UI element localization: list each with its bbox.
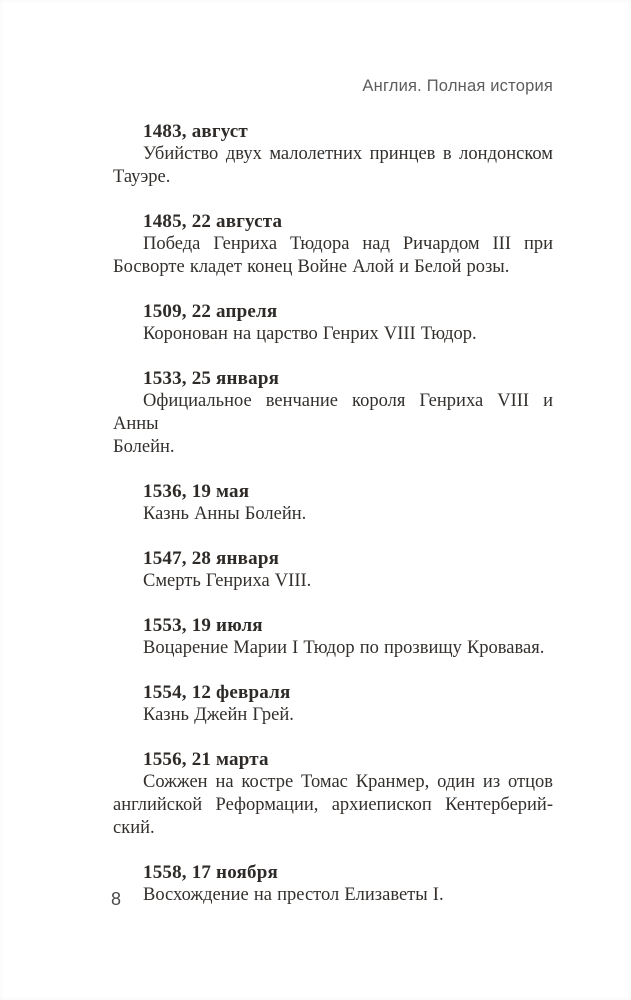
entry-text-line: Тауэре. [113,167,171,187]
chronology-entry [113,547,553,593]
entry-text [113,233,553,279]
entry-date: 1556, 21 марта [143,749,269,770]
entry-date: 1554, 12 февраля [143,682,291,703]
entry-text-line: Сожжен на костре Томас Кранмер, один из отцов [143,772,553,792]
entry-text [113,570,553,593]
entry-text-line: ский. [113,818,155,838]
entry-text-line: Казнь Анны Болейн. [143,504,307,524]
chronology-entry [113,480,553,526]
chronology-entry [113,210,553,279]
entry-text [113,704,553,727]
entry-date: 1485, 22 августа [143,211,283,232]
entry-text-line: Болейн. [113,437,175,457]
entry-text [113,637,553,660]
entry-date: 1509, 22 апреля [143,301,278,322]
chronology-entry [113,120,553,189]
chronology-entry [113,681,553,727]
entry-date: 1558, 17 ноября [143,862,278,883]
entry-text-line: Смерть Генриха VIII. [143,571,312,591]
chronology-entry [113,748,553,840]
entry-text [113,884,553,907]
entry-text-line: Восхождение на престол Елизаветы I. [143,885,444,905]
chronology-entry [113,367,553,459]
entry-text-line: английской Реформации, архиепископ Кентерберий- [113,795,553,815]
entry-text-line: Коронован на царство Генрих VIII Тюдор. [143,324,477,344]
entry-text [113,771,553,840]
entry-text-line: Босворте кладет конец Войне Алой и Белой розы. [113,257,510,277]
entry-text-line: Казнь Джейн Грей. [143,705,294,725]
page-number: 8 [111,889,122,909]
entry-date: 1536, 19 мая [143,481,250,502]
entry-text-line: Официальное венчание короля Генриха VIII и Анны [113,391,553,434]
chronology-list [113,120,553,907]
entry-date: 1533, 25 января [143,368,280,389]
entry-text [113,503,553,526]
chronology-entry [113,614,553,660]
entry-text [113,143,553,189]
chronology-entry [113,300,553,346]
entry-text-line: Воцарение Марии I Тюдор по прозвищу Кровавая. [143,638,545,658]
entry-text [113,390,553,459]
entry-text-line: Победа Генриха Тюдора над Ричардом III при [143,234,553,254]
page-content [113,76,553,928]
entry-text-line: Убийство двух малолетних принцев в лондонском [143,144,553,164]
entry-text [113,323,553,346]
entry-date: 1547, 28 января [143,548,280,569]
chronology-entry [113,861,553,907]
entry-date: 1483, август [143,121,248,142]
running-head: Англия. Полная история [362,77,553,95]
entry-date: 1553, 19 июля [143,615,263,636]
